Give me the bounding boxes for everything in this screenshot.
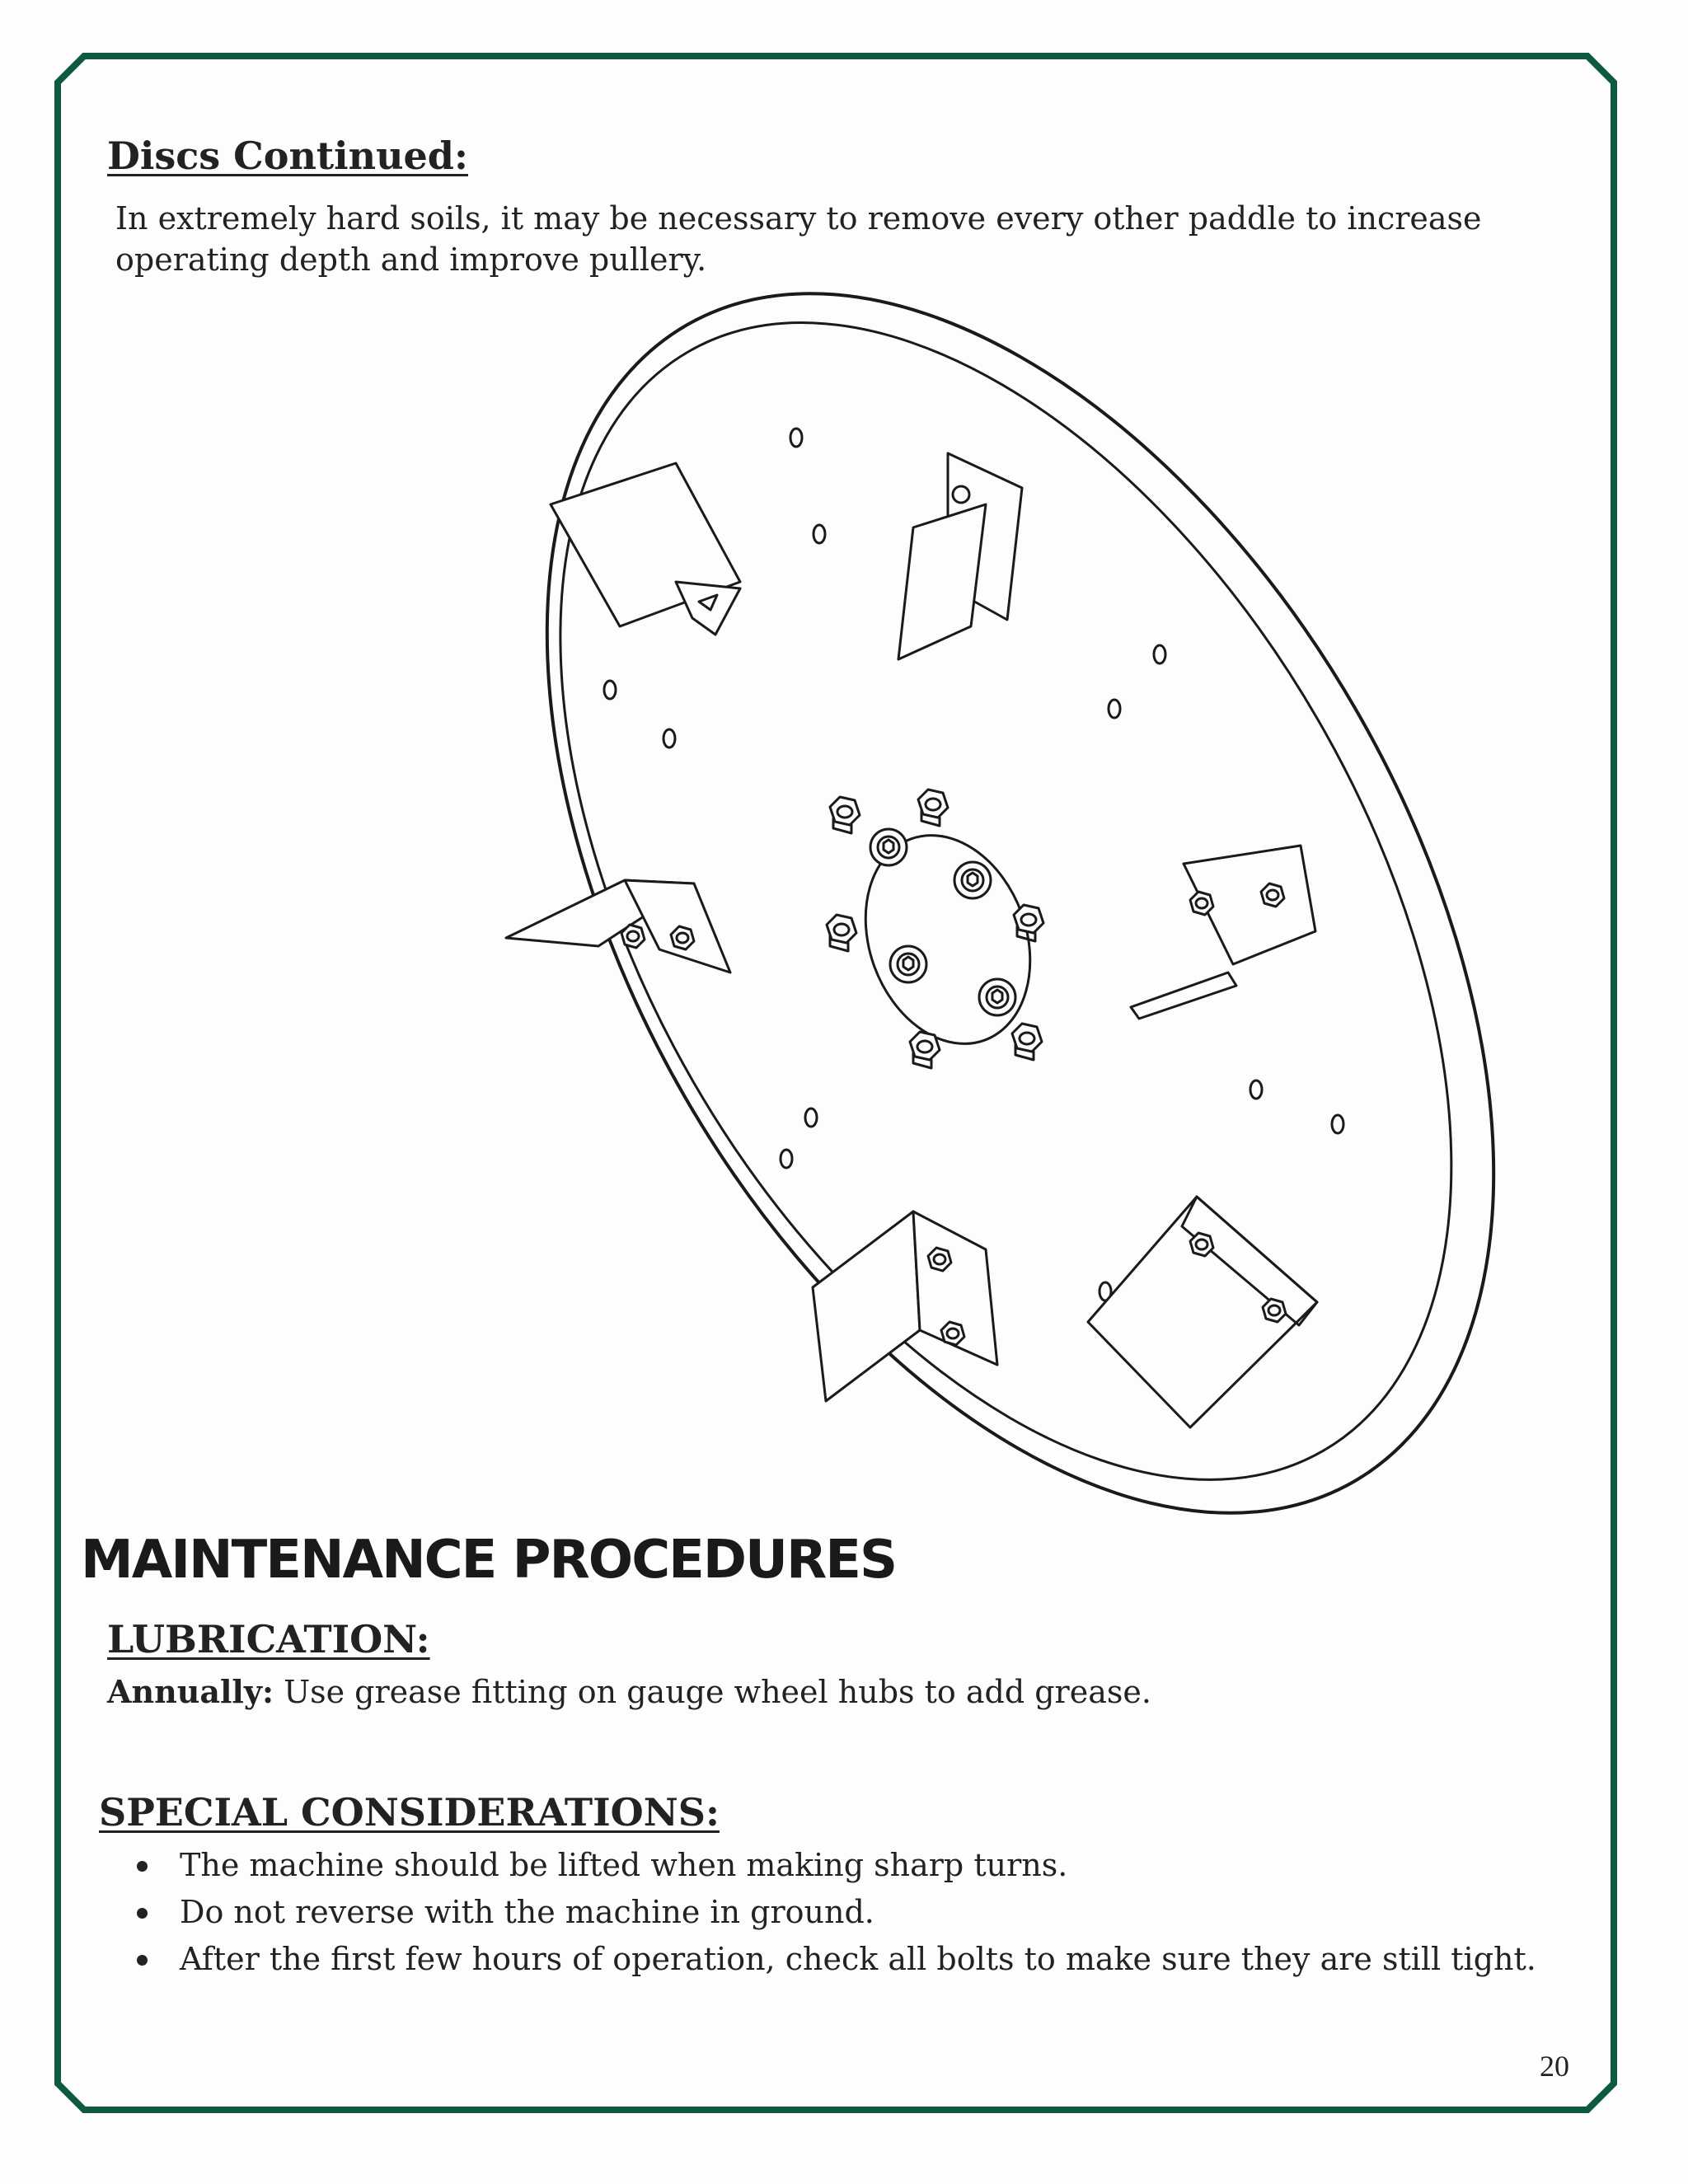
discs-heading: Discs Continued: [107, 134, 468, 178]
list-item: The machine should be lifted when making sharp turns. [115, 1842, 1536, 1889]
special-considerations-heading: SPECIAL CONSIDERATIONS: [99, 1790, 720, 1835]
page-number: 20 [1540, 2050, 1569, 2083]
lubrication-heading: LUBRICATION: [107, 1617, 430, 1661]
maintenance-heading: MAINTENANCE PROCEDURES [81, 1530, 897, 1591]
lubrication-label: Annually: [107, 1673, 274, 1710]
list-item: Do not reverse with the machine in ground. [115, 1889, 1536, 1936]
special-considerations-list [115, 1842, 1536, 1983]
discs-description: In extremely hard soils, it may be necessary to remove every other paddle to increase operating depth and improve pullery. [115, 200, 1482, 278]
disc-assembly-illustration [495, 272, 1517, 1533]
list-item: After the first few hours of operation, check all bolts to make sure they are still tight. [115, 1936, 1536, 1983]
lubrication-text [107, 1671, 1151, 1713]
lubrication-instruction: Use grease fitting on gauge wheel hubs to add grease. [284, 1674, 1151, 1710]
